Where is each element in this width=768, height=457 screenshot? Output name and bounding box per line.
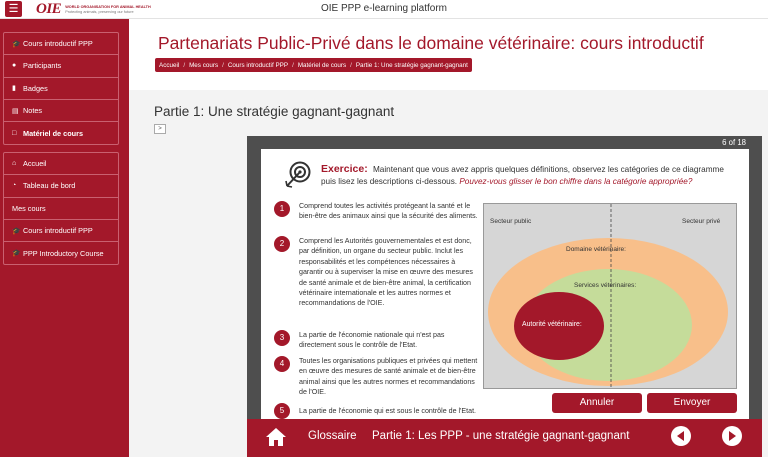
public-sector-label: Secteur public (490, 218, 532, 225)
users-icon: ● (12, 62, 17, 70)
sidebar-item-notes[interactable]: ▤ Notes (4, 100, 118, 122)
logo-line-1: WORLD ORGANISATION FOR ANIMAL HEALTH (65, 4, 151, 9)
sidebar-item-course-en[interactable]: 🎓 PPP Introductory Course (12, 248, 104, 258)
page-title: Partenariats Public-Privé dans le domaine vétérinaire: cours introductif (158, 33, 704, 53)
page-header (147, 25, 762, 85)
drag-number-4[interactable]: 4 (274, 356, 290, 372)
app-title: OIE PPP e-learning platform (321, 3, 447, 14)
exercise-emphasis: Pouvez-vous glisser le bon chiffre dans la catégorie appropriée? (459, 177, 693, 186)
sidebar (0, 19, 129, 457)
submit-button[interactable]: Envoyer (647, 393, 737, 413)
sector-diagram (483, 203, 737, 389)
private-sector-label: Secteur privé (682, 218, 721, 225)
menu-icon[interactable]: ☰ (5, 1, 22, 17)
graduation-cap-icon: 🎓 (12, 40, 21, 48)
breadcrumb-course[interactable]: Cours introductif PPP (227, 61, 289, 69)
exercise-instructions (321, 163, 741, 188)
section-title: Partie 1: Une stratégie gagnant-gagnant (154, 104, 395, 119)
sidebar-item-dashboard[interactable]: ◔ Tableau de bord (4, 175, 118, 197)
sidebar-item-course-fr[interactable]: 🎓 Cours introductif PPP (4, 220, 118, 242)
dashboard-icon: ◔ (12, 182, 17, 190)
folder-icon: □ (12, 129, 17, 137)
slide-counter: 6 of 18 (722, 138, 746, 147)
glossary-link[interactable]: Glossaire (308, 430, 357, 442)
sidebar-item-my-courses[interactable]: Mes cours (4, 198, 118, 220)
authority-label: Autorité vétérinaire: (522, 321, 582, 328)
top-bar (0, 0, 768, 19)
drag-number-3[interactable]: 3 (274, 330, 290, 346)
cancel-button[interactable]: Annuler (552, 393, 642, 413)
player-bottom-bar (247, 419, 762, 457)
elearning-player (247, 136, 762, 457)
list-item: 5 La partie de l'économie qui est sous le contrôle de l'Etat. (274, 403, 479, 419)
graduation-cap-icon: 🎓 (12, 250, 21, 258)
logo-line-2: Protecting animals, preserving our future (65, 9, 134, 14)
sidebar-item-materials[interactable]: □ Matériel de cours (12, 128, 84, 138)
services-label: Services vétérinaires: (574, 282, 637, 289)
exercise-label: Exercice: (321, 163, 368, 175)
slide (261, 149, 749, 419)
domain-label: Domaine vétérinaire: (566, 246, 626, 253)
drag-number-5[interactable]: 5 (274, 403, 290, 419)
list-item: 2 Comprend les Autorités gouvernementales et est donc, par définition, un organe du secteur public. Inclut les responsabilités et les compétences nécessaires à garantir ou à superviser la mise en œuvre des mesures de santé animale et de bien-être animal, la certification vétérinaire internationale et les autres normes et recommandations de l'OIE. (274, 236, 479, 309)
file-icon: ▤ (12, 107, 19, 115)
breadcrumb-my-courses[interactable]: Mes cours (189, 61, 219, 69)
diagram-shapes (484, 204, 737, 389)
graduation-cap-icon: 🎓 (12, 227, 21, 235)
breadcrumb: Accueil / Mes cours / Cours introductif PPP / Matériel de cours / Partie 1: Une stratégie gagnant-gagnant (155, 58, 472, 72)
sidebar-nav-group (3, 152, 119, 265)
list-item: 1 Comprend toutes les activités protégeant la santé et le bien-être des animaux ainsi que la sécurité des aliments. (274, 201, 479, 222)
breadcrumb-home[interactable]: Accueil (159, 61, 180, 69)
home-icon: ⌂ (12, 160, 17, 168)
drag-number-2[interactable]: 2 (274, 236, 290, 252)
sidebar-item-badges[interactable]: ▮ Badges (4, 78, 118, 100)
target-icon (283, 160, 313, 190)
sidebar-item-home[interactable]: ⌂ Accueil (4, 153, 118, 175)
previous-icon[interactable] (670, 425, 692, 447)
exercise-text: Maintenant que vous avez appris quelques définitions, observez les catégories de ce diagramme puis lisez les descriptions ci-dessous. (321, 165, 724, 186)
shield-icon: ▮ (12, 85, 16, 93)
sidebar-item-course[interactable]: 🎓 Cours introductif PPP (4, 33, 118, 55)
drag-number-1[interactable]: 1 (274, 201, 290, 217)
breadcrumb-current[interactable]: Partie 1: Une stratégie gagnant-gagnant (355, 61, 468, 69)
home-icon[interactable] (265, 427, 287, 447)
sidebar-item-participants[interactable]: ● Participants (4, 55, 118, 77)
list-item: 3 La partie de l'économie nationale qui n'est pas directement sous le contrôle de l'Etat. (274, 330, 479, 351)
current-part-title: Partie 1: Les PPP - une stratégie gagnant-gagnant (372, 430, 630, 442)
expand-toggle-button[interactable]: > (154, 124, 166, 134)
breadcrumb-materials[interactable]: Matériel de cours (297, 61, 347, 69)
logo-mark: OIE (36, 1, 62, 17)
sidebar-course-group (3, 32, 119, 145)
next-icon[interactable] (721, 425, 743, 447)
list-item: 4 Toutes les organisations publiques et privées qui mettent en œuvre des mesures de santé animale et de bien-être animal ainsi que les autres normes et recommandations de l'OIE. (274, 356, 479, 398)
